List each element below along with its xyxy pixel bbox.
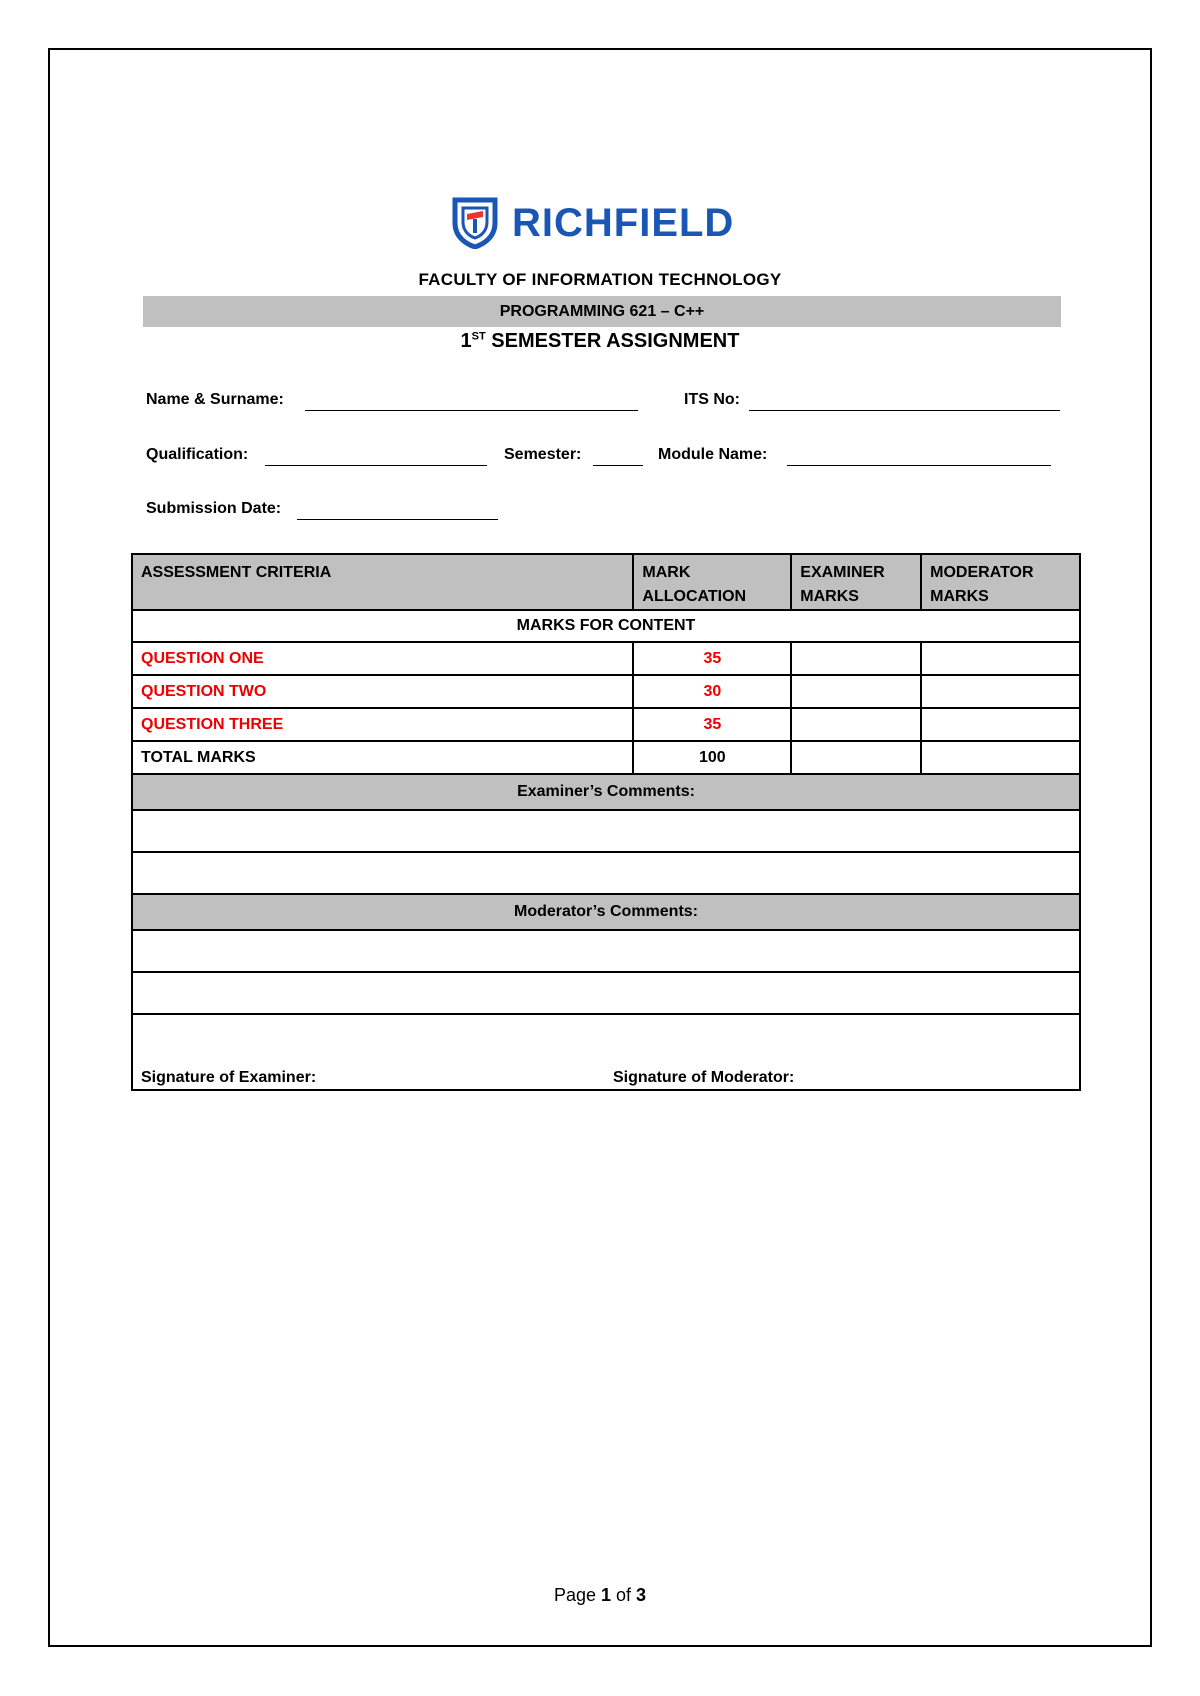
examiner-mark-cell[interactable] (791, 642, 921, 675)
examiner-comment-line[interactable] (132, 810, 1080, 852)
question-label: QUESTION ONE (132, 642, 633, 675)
page-prefix: Page (553, 1585, 601, 1605)
moderator-mark-cell[interactable] (921, 642, 1080, 675)
page-current: 1 (601, 1585, 612, 1605)
signature-cell[interactable] (132, 1014, 1080, 1090)
shield-icon (452, 197, 498, 249)
question-label: QUESTION TWO (132, 675, 633, 708)
question-marks: 35 (633, 642, 791, 675)
examiner-comments-header-row (132, 774, 1080, 810)
module-title: PROGRAMMING 621 – C++ (143, 296, 1061, 327)
semester-number: 1 (460, 330, 472, 352)
header-examiner: EXAMINER MARKS (791, 554, 921, 610)
moderator-mark-cell[interactable] (921, 708, 1080, 741)
examiner-mark-cell[interactable] (791, 708, 921, 741)
moderator-comment-line[interactable] (132, 972, 1080, 1014)
marks-for-content-heading: MARKS FOR CONTENT (132, 610, 1080, 642)
its-label: ITS No: (684, 391, 740, 408)
question-marks: 35 (633, 708, 791, 741)
semester-superscript: ST (471, 330, 486, 343)
submission-date-field[interactable] (297, 501, 498, 520)
logo-wordmark: RICHFIELD (512, 201, 735, 245)
table-row (132, 675, 1080, 708)
total-label: TOTAL MARKS (132, 741, 633, 774)
module-name-label: Module Name: (658, 446, 768, 463)
table-row (132, 642, 1080, 675)
richfield-logo (452, 196, 734, 250)
total-row (132, 741, 1080, 774)
moderator-comments-heading: Moderator’s Comments: (132, 894, 1080, 930)
page-number (0, 1585, 1200, 1606)
marks-table (131, 553, 1081, 1091)
question-label: QUESTION THREE (132, 708, 633, 741)
name-field[interactable] (305, 392, 638, 411)
examiner-mark-cell[interactable] (791, 675, 921, 708)
assignment-title (0, 330, 1200, 353)
moderator-total-cell[interactable] (921, 741, 1080, 774)
faculty-title: FACULTY OF INFORMATION TECHNOLOGY (418, 270, 782, 289)
moderator-comments-header-row (132, 894, 1080, 930)
page-total: 3 (636, 1585, 647, 1605)
moderator-signature-label: Signature of Moderator: (613, 1069, 795, 1086)
question-marks: 30 (633, 675, 791, 708)
table-row (132, 708, 1080, 741)
examiner-comments-heading: Examiner’s Comments: (132, 774, 1080, 810)
table-header-row (132, 554, 1080, 610)
qualification-field[interactable] (265, 447, 487, 466)
total-value: 100 (633, 741, 791, 774)
submission-date-label: Submission Date: (146, 500, 282, 517)
header-allocation: MARK ALLOCATION (633, 554, 791, 610)
moderator-comment-line[interactable] (132, 930, 1080, 972)
qualification-label: Qualification: (146, 446, 249, 463)
page-of: of (611, 1585, 637, 1605)
module-name-field[interactable] (787, 447, 1051, 466)
semester-label: Semester: (504, 446, 582, 463)
semester-field[interactable] (593, 447, 643, 466)
examiner-signature-label: Signature of Examiner: (141, 1069, 317, 1086)
header-criteria: ASSESSMENT CRITERIA (132, 554, 633, 610)
name-label: Name & Surname: (146, 391, 284, 408)
signature-row (132, 1014, 1080, 1090)
examiner-comment-line[interactable] (132, 852, 1080, 894)
semester-rest: SEMESTER ASSIGNMENT (485, 330, 740, 352)
examiner-total-cell[interactable] (791, 741, 921, 774)
header-moderator: MODERATOR MARKS (921, 554, 1080, 610)
moderator-mark-cell[interactable] (921, 675, 1080, 708)
its-field[interactable] (749, 392, 1060, 411)
section-row (132, 610, 1080, 642)
